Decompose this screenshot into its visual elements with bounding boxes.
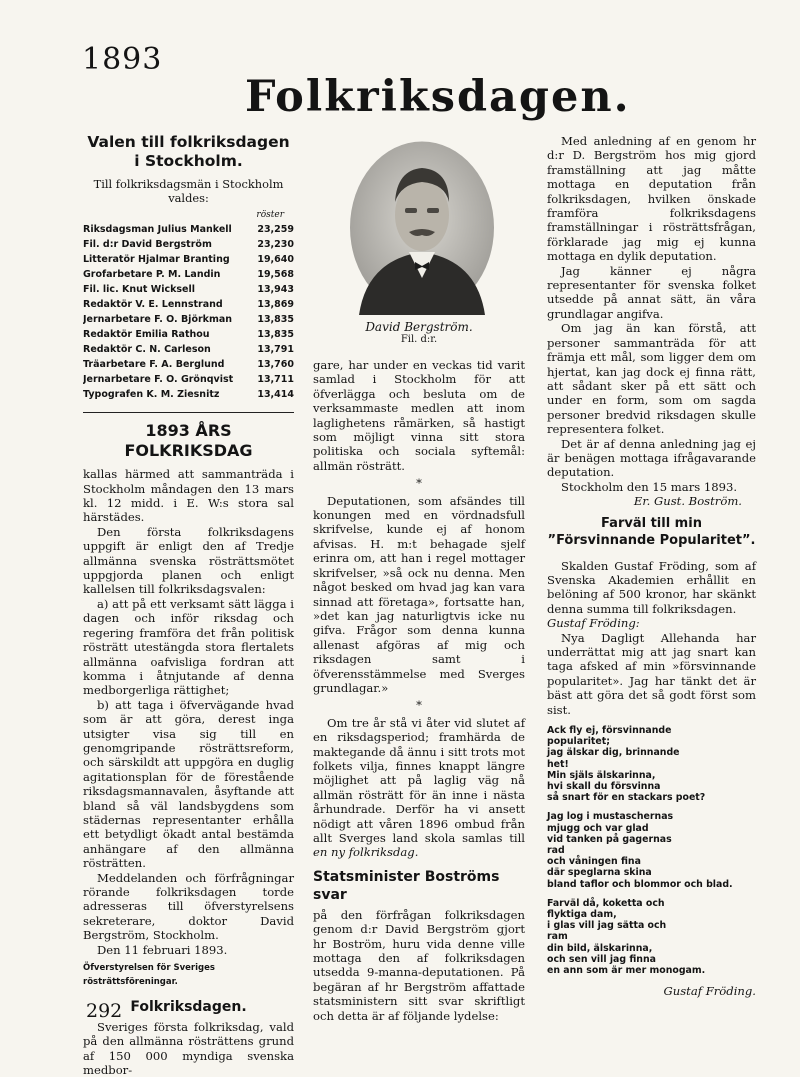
vote-name: Träarbetare F. A. Berglund — [83, 359, 225, 371]
farval-paragraph: Nya Dagligt Allehanda har underrättat mig att jag snart kan taga afsked af min »försvinnande popularitet». Jag har tänkt det är bäst att göra det så godt först som sist. — [547, 630, 756, 717]
vote-row — [83, 327, 294, 342]
vote-count: 13,835 — [257, 329, 294, 341]
letter-paragraph: Om jag än kan förstå, att personer sammanträda för att främja ett mål, som ligger dem om hjertat, kan jag dock ej finna rätt, att sådant sker på ett sätt och under en form, som om sagda personer bredvid riksdagen skulle representera folket. — [547, 321, 756, 437]
vote-row — [83, 357, 294, 372]
kallelse-heading: 1893 ÅRS FOLKRIKSDAG — [124, 421, 253, 461]
portrait-caption-name: David Bergström. — [365, 320, 473, 334]
vote-count: 19,640 — [257, 254, 294, 266]
vote-name: Redaktör V. E. Lennstrand — [83, 299, 223, 311]
vote-row — [83, 372, 294, 387]
vote-row — [83, 252, 294, 267]
letter-date: Stockholm den 15 mars 1893. — [561, 479, 738, 494]
vote-count: 13,869 — [257, 299, 294, 311]
column-left — [83, 133, 294, 1077]
vote-count: 13,711 — [257, 374, 294, 386]
article-paragraph — [313, 716, 525, 860]
page-title: Folkriksdagen. — [245, 72, 631, 122]
article-italic-text: en ny folkriksdag. — [313, 845, 419, 860]
section-star: * — [416, 476, 422, 491]
vote-count: 13,835 — [257, 314, 294, 326]
vote-name: Jernarbetare F. O. Grönqvist — [83, 374, 234, 386]
kallelse-paragraph: Den första folkriksdagens uppgift är enligt den af Tredje allmänna svenska rösträttsmötet uppgjorda planen och enligt kallelsen till folkriksdagsvalen: — [83, 524, 294, 597]
page-number: 292 — [86, 1000, 123, 1022]
vote-name: Jernarbetare F. O. Björkman — [83, 314, 233, 326]
farval-paragraph: Skalden Gustaf Fröding, som af Svenska Akademien erhållit en belöning af 500 kronor, har skänkt denna summa till folkriksdagen. — [547, 558, 756, 616]
vote-row — [83, 312, 294, 327]
article-text: Om tre år stå vi åter vid slutet af en riksdagsperiod; framhärda de maktegande då ännu i sitt trots mot folkets vilja, finnes knappt längre möjlighet att på laglig väg nå allmän rösträtt för än inne i nästa århundrade. Derför ha vi ansett nödigt att våren 1896 ombud från allt Sverges land skola samlas till — [313, 715, 525, 845]
portrait-caption-title: Fil. d:r. — [400, 334, 438, 345]
kallelse-paragraph: kallas härmed att sammanträda i Stockholm måndagen den 13 mars kl. 12 midd. i E. W:s stora sal härstädes. — [83, 467, 294, 525]
farval-byline: Gustaf Fröding: — [547, 616, 640, 631]
poem-stanza: Farväl då, koketta och flyktiga dam, i glas vill jag sätta och ram din bild, älskarinna, och sen vill jag finna en ann som är mer monogam. — [547, 897, 706, 977]
article-paragraph: gare, har under en veckas tid varit samlad i Stockholm för att öfverlägga och besluta om de verksammaste medlen att inom laglighetens råmärken, så hastigt som möjligt vinna sitt stora politiska och sociala syftemål: allmän rösträtt. — [313, 358, 525, 473]
vote-name: Fil. lic. Knut Wicksell — [83, 284, 196, 296]
letter-paragraph: Med anledning af en genom hr d:r D. Bergström hos mig gjord framställning att jag måtte mottaga en deputation från folkriksdagen, hvilken önskade framföra folkriksdagens framställningar i rösträttsfrågan, förklarade jag mig ej kunna mottaga en dylik deputation. — [547, 134, 756, 264]
vote-count: 13,760 — [257, 359, 294, 371]
letter-signature: Er. Gust. Boström. — [633, 494, 742, 509]
vote-count: 13,791 — [257, 344, 294, 356]
page-year: 1893 — [82, 42, 163, 77]
valen-lead: Till folkriksdagsmän i Stockholm valdes: — [93, 177, 284, 206]
portrait-caption — [313, 320, 525, 346]
column-middle — [313, 358, 525, 1023]
folkriksdagen-heading: Folkriksdagen. — [130, 998, 247, 1015]
farval-heading: Farväl till min ”Försvinnande Popularitet”. — [547, 515, 756, 548]
vote-row — [83, 342, 294, 357]
vote-count: 13,943 — [257, 284, 294, 296]
letter-paragraph: Det är af denna anledning jag ej är benägen mottaga ifrågavarande deputation. — [547, 436, 756, 480]
vote-name: Redaktör Emilia Rathou — [83, 329, 210, 341]
vote-name: Grofarbetare P. M. Landin — [83, 269, 221, 281]
vote-name: Redaktör C. N. Carleson — [83, 344, 211, 356]
vote-name: Typografen K. M. Ziesnitz — [83, 389, 220, 401]
divider — [83, 412, 294, 413]
vote-row — [83, 267, 294, 282]
folkriksdagen-paragraph: Sveriges första folkriksdag, vald på den allmänna rösträttens grund af 150 000 myndiga svenska medbor- — [83, 1019, 294, 1077]
vote-name: Fil. d:r David Bergström — [83, 239, 212, 251]
votes-column-label: röster — [256, 209, 284, 220]
poem-signature: Gustaf Fröding. — [663, 984, 756, 999]
vote-row — [83, 297, 294, 312]
letter-paragraph: Jag känner ej några representanter för svenska folket utsedde på annat sätt, än våra grundlagar angifva. — [547, 263, 756, 321]
vote-count: 19,568 — [257, 269, 294, 281]
vote-row — [83, 387, 294, 402]
bostrom-heading: Statsminister Boströms svar — [313, 868, 500, 903]
vote-count: 13,414 — [257, 389, 294, 401]
valen-heading: Valen till folkriksdagen i Stockholm. — [87, 133, 290, 170]
kallelse-signature: Öfverstyrelsen för Sveriges rösträttsföreningar. — [83, 963, 215, 988]
column-right — [547, 134, 756, 999]
vote-row — [83, 237, 294, 252]
poem — [547, 725, 756, 976]
kallelse-paragraph: a) att på ett verksamt sätt lägga i dagen och inför riksdag och regering framföra det från politisk rösträtt utestängda stora flertalets allmänna oafvisliga fordran att komma i åtnjutande af denna medborgerliga rättighet; — [83, 596, 294, 698]
kallelse-date: Den 11 februari 1893. — [97, 942, 228, 957]
vote-name: Litteratör Hjalmar Branting — [83, 254, 230, 266]
kallelse-paragraph: b) att taga i öfvervägande hvad som är att göra, derest inga utsigter visa sig till en genomgripande rösträttsreform, och särskildt att uppgöra en duglig agitationsplan för de förestående riksdagsmannavalen, åsyftande att bland så väl landsbygdens som städernas representanter erhålla ett betydligt ökadt antal bestämda anhängare af den allmänna rösträtten. — [83, 697, 294, 871]
section-star: * — [416, 698, 422, 713]
kallelse-paragraph: Meddelanden och förfrågningar rörande folkriksdagen torde adresseras till öfverstyrelsens sekreterare, doktor David Bergström, Stockholm. — [83, 870, 294, 943]
vote-count: 23,259 — [257, 224, 294, 236]
poem-stanza: Jag log i mustaschernas mjugg och var glad vid tanken på gagernas rad och våningen fina där speglarna skina bland taflor och blommor och blad. — [547, 811, 733, 890]
vote-row — [83, 222, 294, 237]
vote-row — [83, 282, 294, 297]
vote-table — [83, 222, 294, 402]
article-paragraph: Deputationen, som afsändes till konungen med en vördnadsfull skrifvelse, kunde ej af honom afvisas. H. m:t behagade sjelf erinra om, att han i regel mottager skrifvelser, »så ock nu denna. Men något besked om hvad jag kan vara sinnad att företaga», fortsatte han, »det kan jag naturligtvis icke nu gifva. Frågor som denna kunna allenast afgöras af mig och riksdagen samt i öfverensstämmelse med Sverges grundlagar.» — [313, 493, 525, 695]
vote-count: 23,230 — [257, 239, 294, 251]
vote-name: Riksdagsman Julius Mankell — [83, 224, 232, 236]
poem-stanza: Ack fly ej, försvinnande popularitet; jag älskar dig, brinnande het! Min själs älskarinna, hvi skall du försvinna så snart för en stackars poet? — [547, 725, 706, 804]
article-paragraph: på den förfrågan folkriksdagen genom d:r David Bergström gjort hr Boström, huru vida denne ville mottaga den af folkriksdagen utsedda 9-manna-deputationen. På begäran af hr Bergström affattade statsministern sitt svar skriftligt och detta är af följande lydelse: — [313, 907, 525, 1023]
portrait-image — [349, 140, 495, 315]
